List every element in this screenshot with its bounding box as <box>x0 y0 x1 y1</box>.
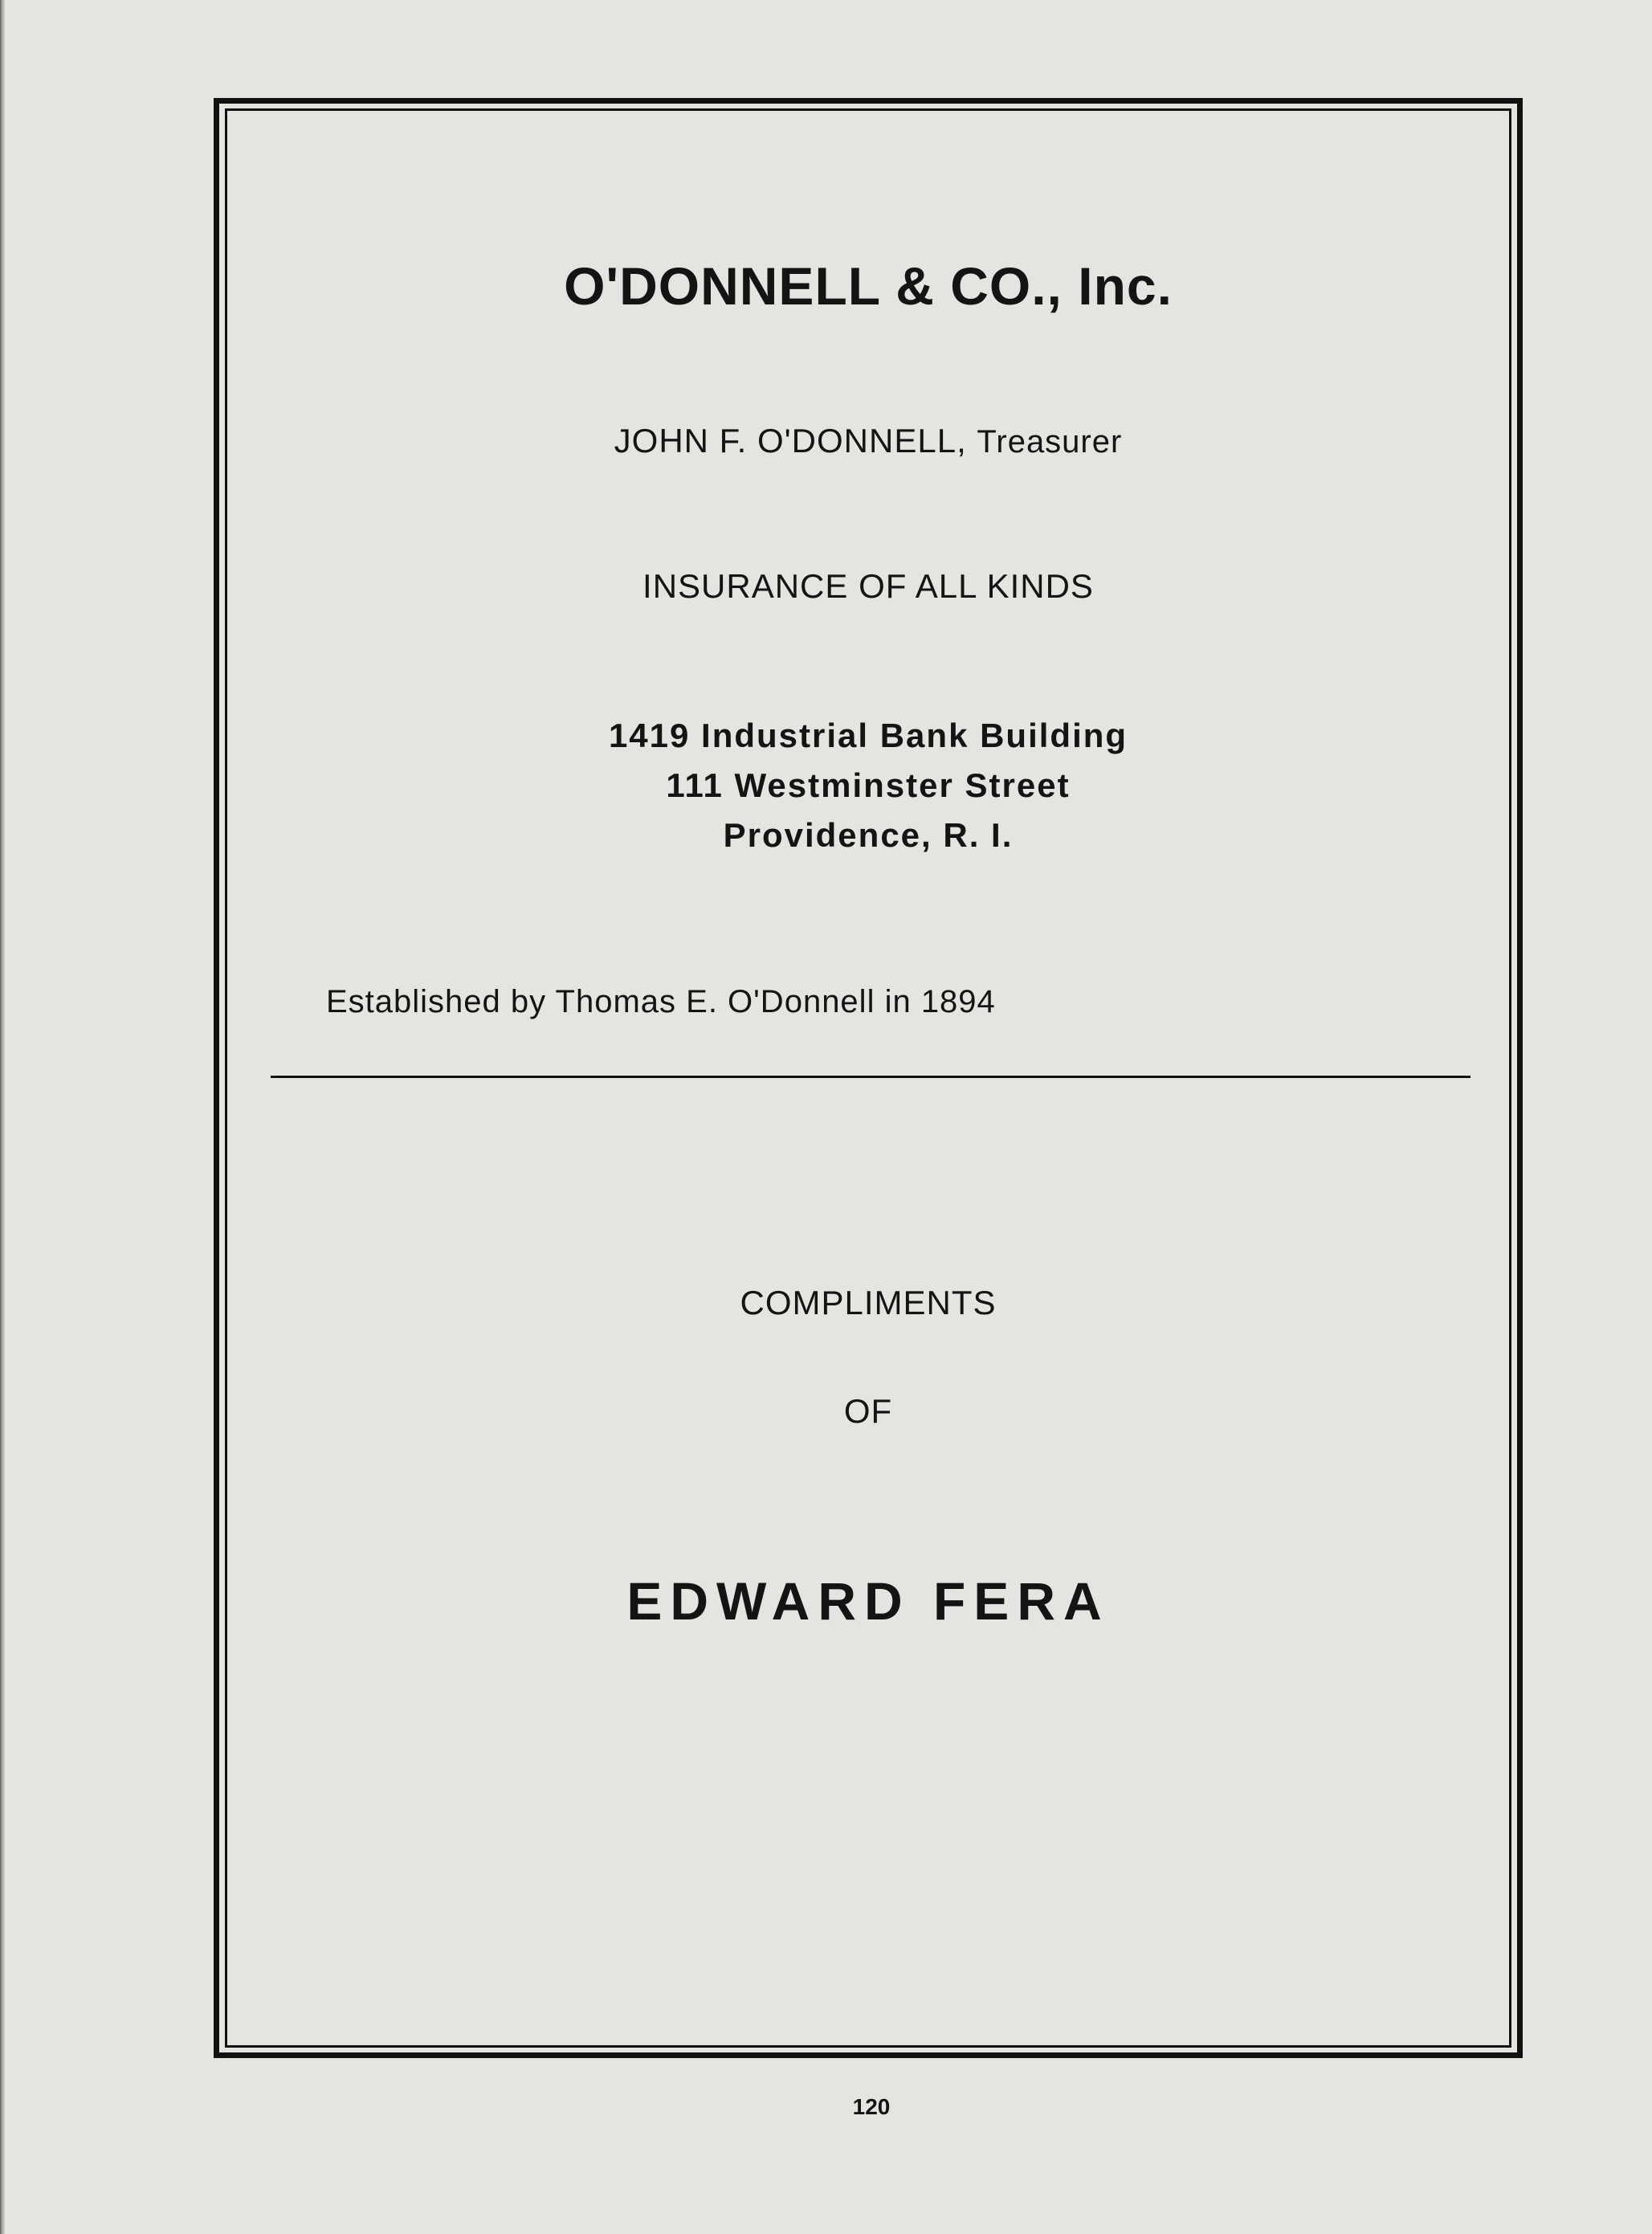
address-block <box>225 711 1511 860</box>
address-line-1: 1419 Industrial Bank Building <box>608 717 1128 754</box>
company-name: O'DONNELL & CO., Inc. <box>564 256 1173 316</box>
compliments-text: COMPLIMENTS <box>740 1284 997 1321</box>
page-binding-edge <box>0 0 5 2234</box>
address-line-3: Providence, R. I. <box>723 816 1014 854</box>
officer-name: JOHN F. O'DONNELL, <box>614 422 967 459</box>
honoree-name: EDWARD FERA <box>626 1571 1110 1631</box>
ad-divider <box>271 1076 1470 1078</box>
officer-title: Treasurer <box>977 424 1123 459</box>
of-text: OF <box>843 1392 893 1430</box>
ad-border-inner <box>225 108 1511 2048</box>
officer-line <box>225 422 1511 460</box>
address-line-2: 111 Westminster Street <box>666 766 1071 804</box>
established-line: Established by Thomas E. O'Donnell in 1894 <box>326 984 996 1019</box>
page-number: 120 <box>852 2094 891 2119</box>
service-line: INSURANCE OF ALL KINDS <box>642 567 1094 605</box>
